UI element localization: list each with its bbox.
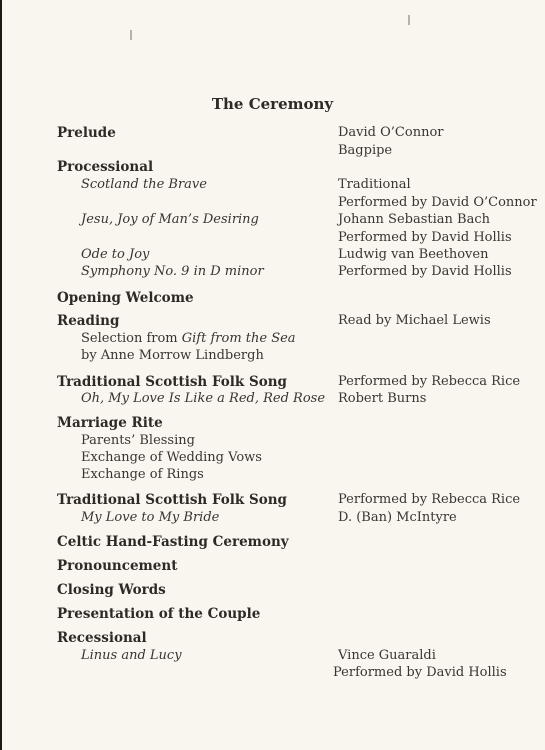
recessional-composer: Vince Guaraldi	[338, 648, 436, 663]
folk-song-1-composer: Robert Burns	[338, 391, 427, 406]
scan-mark-right	[408, 15, 410, 25]
reading-reader: Read by Michael Lewis	[338, 313, 491, 328]
processional-piece-1-performer: Performed by David O’Connor	[338, 195, 537, 210]
marriage-rite-item: Parents’ Blessing	[81, 433, 195, 448]
processional-piece-1-composer: Traditional	[338, 177, 411, 192]
folk-song-2-piece: My Love to My Bride	[81, 510, 220, 525]
reading-line-1	[57, 331, 296, 346]
recessional-heading: Recessional	[57, 630, 147, 646]
folk-song-2-performer: Performed by Rebecca Rice	[338, 492, 521, 507]
reading-prefix: Selection from	[81, 331, 178, 346]
reading-line-2: by Anne Morrow Lindbergh	[81, 348, 264, 363]
marriage-rite-item: Exchange of Wedding Vows	[81, 450, 262, 465]
processional-piece-2-composer: Johann Sebastian Bach	[338, 212, 490, 227]
folk-song-1-piece: Oh, My Love Is Like a Red, Red Rose	[81, 391, 326, 406]
folk-song-1-performer: Performed by Rebecca Rice	[338, 374, 521, 389]
processional-piece-3-movement: Symphony No. 9 in D minor	[81, 264, 264, 279]
opening-welcome-heading: Opening Welcome	[57, 290, 194, 306]
hand-fasting-heading: Celtic Hand-Fasting Ceremony	[57, 534, 289, 550]
folk-song-2-composer: D. (Ban) McIntyre	[338, 510, 457, 525]
processional-piece-3: Ode to Joy	[81, 247, 150, 262]
marriage-rite-item: Exchange of Rings	[81, 467, 204, 482]
folk-song-1-heading: Traditional Scottish Folk Song	[57, 374, 287, 390]
presentation-heading: Presentation of the Couple	[57, 606, 261, 622]
prelude-heading: Prelude	[57, 125, 116, 141]
processional-piece-3-composer: Ludwig van Beethoven	[338, 247, 489, 262]
marriage-rite-heading: Marriage Rite	[57, 415, 163, 431]
processional-heading: Processional	[57, 159, 154, 175]
reading-title: Gift from the Sea	[181, 331, 296, 346]
closing-words-heading: Closing Words	[57, 582, 166, 598]
recessional-piece: Linus and Lucy	[81, 648, 182, 663]
recessional-performer: Performed by David Hollis	[333, 665, 507, 680]
reading-heading: Reading	[57, 313, 120, 329]
processional-piece-2-performer: Performed by David Hollis	[338, 230, 512, 245]
page-title: The Ceremony	[211, 95, 334, 113]
processional-piece-2: Jesu, Joy of Man’s Desiring	[81, 212, 259, 227]
scan-mark-left	[130, 30, 132, 40]
pronouncement-heading: Pronouncement	[57, 558, 178, 574]
folk-song-2-heading: Traditional Scottish Folk Song	[57, 492, 287, 508]
processional-piece-3-performer: Performed by David Hollis	[338, 264, 512, 279]
prelude-instrument: Bagpipe	[338, 143, 393, 158]
prelude-performer: David O’Connor	[338, 125, 444, 140]
processional-piece-1: Scotland the Brave	[81, 177, 207, 192]
